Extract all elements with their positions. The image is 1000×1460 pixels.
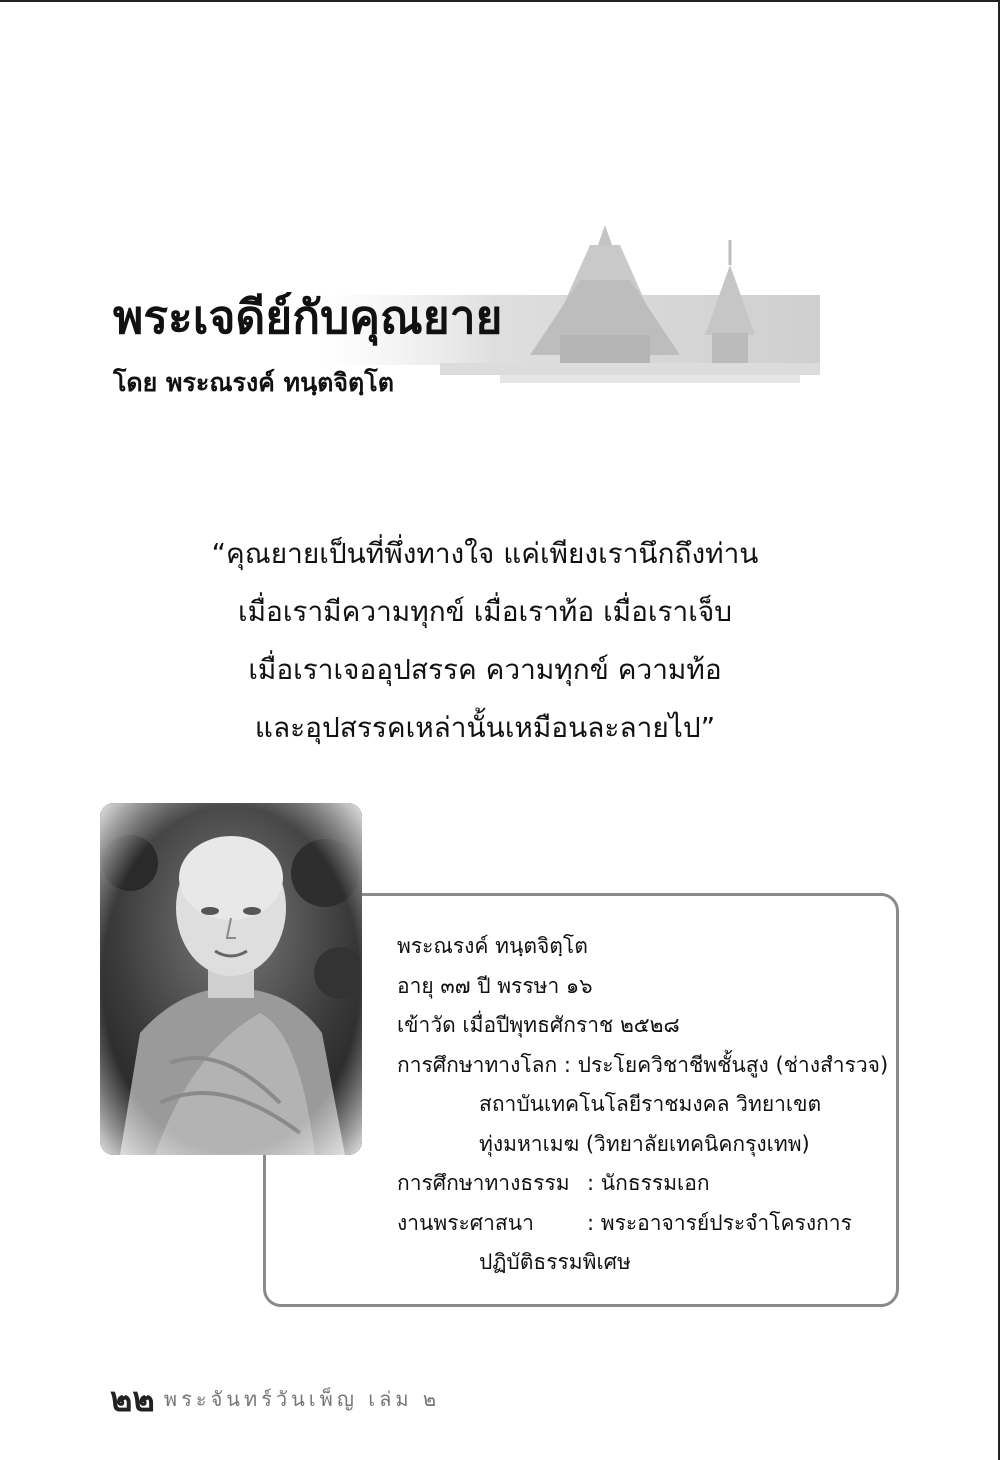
profile-religious-work-cont: ปฏิบัติธรรมพิเศษ: [479, 1250, 631, 1274]
quote-line: และอุปสรรคเหล่านั้นเหมือนละลายไป”: [254, 711, 716, 744]
religious-work-value: : พระอาจารย์ประจำโครงการ: [587, 1210, 852, 1235]
religious-work-label: งานพระศาสนา: [397, 1210, 534, 1235]
article-title: พระเจดีย์กับคุณยาย: [113, 290, 503, 344]
profile-secular-education-cont: สถาบันเทคโนโลยีราชมงคล วิทยาเขต: [479, 1092, 822, 1116]
article-byline: โดย พระณรงค์ ทนฺตจิตฺโต: [113, 368, 394, 397]
secular-education-label: การศึกษาทางโลก: [397, 1052, 558, 1077]
page-footer: [110, 1372, 440, 1426]
profile-secular-education: [397, 1046, 897, 1086]
monk-portrait-photo: [100, 803, 362, 1155]
profile-dhamma-education: [397, 1164, 897, 1204]
profile-ordained: เข้าวัด เมื่อปีพุทธศักราช ๒๕๒๘: [397, 1013, 680, 1037]
page-number: ๒๒: [110, 1380, 155, 1420]
page-border-top: [0, 0, 998, 2]
profile-age: อายุ ๓๗ ปี พรรษา ๑๖: [397, 973, 593, 998]
book-title: พระจันทร์วันเพ็ญ เล่ม ๒: [163, 1387, 441, 1411]
dhamma-education-label: การศึกษาทางธรรม: [397, 1171, 570, 1195]
dhamma-education-value: : นักธรรมเอก: [587, 1171, 710, 1195]
secular-education-value: : ประโยควิชาชีพชั้นสูง (ช่างสำรวจ): [563, 1052, 889, 1077]
quote-line: “คุณยายเป็นที่พึ่งทางใจ แค่เพียงเรานึกถึงท่าน: [211, 537, 759, 570]
profile-details: [397, 927, 897, 1283]
profile-religious-work: [397, 1204, 897, 1244]
pull-quote: [100, 525, 870, 757]
quote-line: เมื่อเรามีความทุกข์ เมื่อเราท้อ เมื่อเราเจ็บ: [238, 595, 732, 628]
profile-secular-education-cont: ทุ่งมหาเมฆ (วิทยาลัยเทคนิคกรุงเทพ): [479, 1131, 810, 1156]
profile-name: พระณรงค์ ทนฺตจิตฺโต: [397, 934, 588, 958]
quote-line: เมื่อเราเจออุปสรรค ความทุกข์ ความท้อ: [248, 653, 722, 686]
portrait-illustration: [100, 803, 362, 1155]
